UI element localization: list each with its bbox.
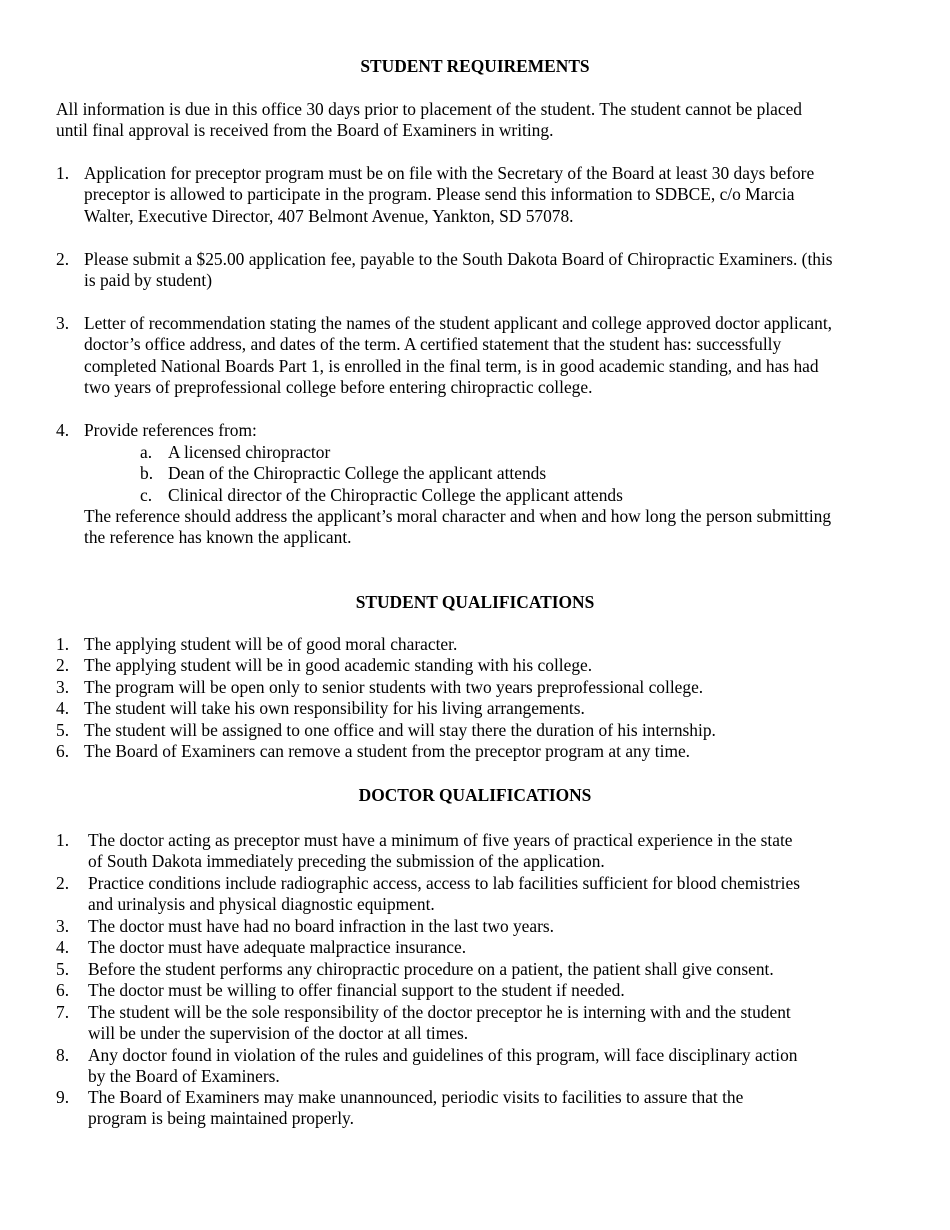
item-text: Please submit a $25.00 application fee, payable to the South Dakota Board of Chiropractic Examiners. (this is paid by student) xyxy=(84,249,833,291)
student-qualifications-heading: STUDENT QUALIFICATIONS xyxy=(355,592,595,612)
item-number: 2. xyxy=(56,249,70,269)
item-text: The student will take his own responsibility for his living arrangements. xyxy=(84,698,585,718)
item-text: The student will be the sole responsibility of the doctor preceptor he is interning with and the student will be under the supervision of the doctor at all times. xyxy=(88,1002,791,1044)
item-text: The doctor must have adequate malpractice insurance. xyxy=(88,937,467,957)
doctor-qualifications-heading: DOCTOR QUALIFICATIONS xyxy=(358,785,592,805)
student-requirements-heading: STUDENT REQUIREMENTS xyxy=(360,56,590,76)
item-text: The student will be assigned to one office and will stay there the duration of his internship. xyxy=(84,720,716,740)
item-text: The doctor must have had no board infraction in the last two years. xyxy=(88,916,555,936)
reference-text: A licensed chiropractor xyxy=(168,442,331,462)
item-number: 4. xyxy=(56,937,70,957)
item-number: 3. xyxy=(56,677,70,697)
item-text: Practice conditions include radiographic access, access to lab facilities sufficient for blood chemistries and urinalysis and physical diagnostic equipment. xyxy=(88,873,800,915)
item-number: 1. xyxy=(56,163,70,183)
item-number: 8. xyxy=(56,1045,70,1065)
item-text: The Board of Examiners may make unannounced, periodic visits to facilities to assure that the program is being maintained properly. xyxy=(88,1087,744,1129)
item-number: 3. xyxy=(56,313,70,333)
reference-note: The reference should address the applicant’s moral character and when and how long the person submitting the reference has known the applicant. xyxy=(84,506,832,548)
item-number: 2. xyxy=(56,873,70,893)
item-text: Application for preceptor program must be on file with the Secretary of the Board at least 30 days before preceptor is allowed to participate in the program. Please send this information to SDBCE, c/o Marcia Walter, Executive Director, 407 Belmont Avenue, Yankton, SD 57078. xyxy=(84,163,815,226)
item-number: 5. xyxy=(56,959,70,979)
item-number: 1. xyxy=(56,634,70,654)
reference-letter: c. xyxy=(140,485,153,505)
reference-letter: a. xyxy=(140,442,153,462)
requirements-intro: All information is due in this office 30 days prior to placement of the student. The student cannot be placed until final approval is received from the Board of Examiners in writing. xyxy=(56,99,803,141)
reference-text: Clinical director of the Chiropractic College the applicant attends xyxy=(168,485,623,505)
item-number: 4. xyxy=(56,420,70,440)
item-number: 1. xyxy=(56,830,70,850)
item-text: The applying student will be in good academic standing with his college. xyxy=(84,655,593,675)
item-number: 2. xyxy=(56,655,70,675)
item-number: 6. xyxy=(56,741,70,761)
item-text: The doctor acting as preceptor must have a minimum of five years of practical experience in the state of South Dakota immediately preceding the submission of the application. xyxy=(88,830,793,872)
item-text: Provide references from: xyxy=(84,420,257,440)
reference-letter: b. xyxy=(140,463,154,483)
item-number: 7. xyxy=(56,1002,70,1022)
reference-text: Dean of the Chiropractic College the applicant attends xyxy=(168,463,547,483)
item-text: The program will be open only to senior students with two years preprofessional college. xyxy=(84,677,704,697)
item-number: 6. xyxy=(56,980,70,1000)
item-number: 5. xyxy=(56,720,70,740)
item-text: Any doctor found in violation of the rules and guidelines of this program, will face disciplinary action by the Board of Examiners. xyxy=(88,1045,798,1087)
item-number: 3. xyxy=(56,916,70,936)
item-text: Before the student performs any chiropractic procedure on a patient, the patient shall give consent. xyxy=(88,959,774,979)
item-text: The Board of Examiners can remove a student from the preceptor program at any time. xyxy=(84,741,691,761)
item-number: 4. xyxy=(56,698,70,718)
item-text: The doctor must be willing to offer financial support to the student if needed. xyxy=(88,980,625,1000)
item-number: 9. xyxy=(56,1087,70,1107)
item-text: The applying student will be of good moral character. xyxy=(84,634,458,654)
item-text: Letter of recommendation stating the names of the student applicant and college approved doctor applicant, doctor’s office address, and dates of the term. A certified statement that the student has: successfully completed National Boards Part 1, is enrolled in the final term, is in good academic standing, and has had two years of preprofessional college before entering chiropractic college. xyxy=(84,313,833,398)
